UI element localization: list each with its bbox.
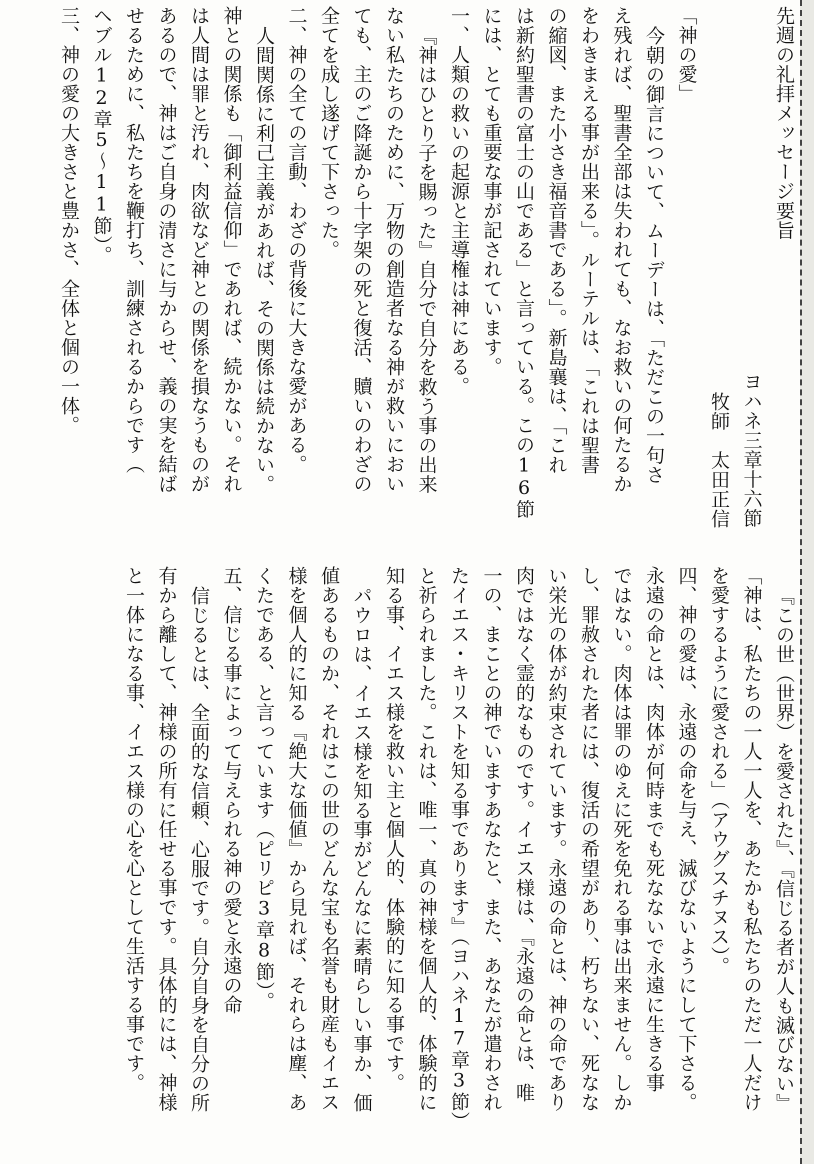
lower-text-block bbox=[0, 566, 800, 1156]
scripture-reference: ヨハネ三章十六節 bbox=[740, 372, 763, 528]
paragraph-line: 信じるとは、全面的な信頼、心服です。自分自身を自分の所 bbox=[188, 585, 210, 1113]
paragraph-line: 『神はひとり子を賜った』自分で自分を救う事の出来 bbox=[415, 25, 438, 494]
paragraph-line: には、とても重要な事が記されています。 bbox=[480, 6, 503, 377]
paragraph-line: ではない。肉体は罪のゆえに死を免れる事は出来ません。しか bbox=[610, 566, 633, 1112]
paragraph-line: 神との関係も「御利益信仰」であれば、続かない。それ bbox=[220, 6, 243, 494]
paragraph-line: 知る事、イエス様を救い主と個人的、体験的に知る事です。 bbox=[383, 566, 405, 1093]
paragraph-line: 一の、まことの神でいますあなたと、また、あなたが遣わされ bbox=[480, 566, 503, 1112]
paragraph-line: え残れば、聖書全部は失われても、なお救いの何たるか bbox=[610, 6, 633, 494]
point-heading: 二、神の全ての言動、わざの背後に大きな愛がある。 bbox=[285, 6, 308, 474]
paragraph-line: は新約聖書の富士の山である」と言っている。この16節 bbox=[513, 6, 535, 519]
paragraph-line: 永遠の命とは、肉体が何時までも死なないで永遠に生きる事 bbox=[643, 566, 665, 1093]
paragraph-line: をわきまえる事が出来る」。ルーテルは、「これは聖書 bbox=[578, 6, 600, 475]
paragraph-line: 『この世（世界）を愛された』、『信じる者が人も滅びない』 bbox=[773, 585, 795, 1113]
paragraph-line: 人間関係に利己主義があれば、その関係は続かない。 bbox=[253, 25, 275, 494]
point-heading: 三、神の愛の大きさと豊かさ、全体と個の一体。 bbox=[58, 6, 80, 435]
paragraph-line: 今朝の御言について、ムーデーは、「ただこの一句さ bbox=[643, 25, 665, 485]
article-title: 先週の礼拝メッセージ要旨 bbox=[773, 6, 795, 240]
sermon-heading: 「神の愛」 bbox=[675, 6, 698, 104]
paragraph-line: と一体になる事、イエス様の心を心として生活する事です。 bbox=[123, 566, 145, 1093]
paragraph-line: 値あるものか、それはこの世のどんな宝も名誉も財産もイエス bbox=[318, 566, 340, 1112]
paragraph-line: は人間は罪と汚れ、肉欲など神との関係を損なうものが bbox=[188, 6, 210, 494]
paragraph-line: 有から離して、神様の所有に任せる事です。具体的には、神様 bbox=[155, 566, 178, 1112]
paragraph-line: たイエス・キリストを知る事であります』（ヨハネ17章3節） bbox=[448, 566, 470, 1131]
point-heading: 四、神の愛は、永遠の命を与え、滅びないようにして下さる。 bbox=[675, 566, 698, 1112]
paragraph-line: の縮図、また小さき福音書である」。新島襄は、「これ bbox=[545, 6, 568, 475]
paragraph-line: し、罪赦された者には、復活の希望があり、朽ちない、死なな bbox=[578, 566, 600, 1112]
point-heading: 一、人類の救いの起源と主導権は神にある。 bbox=[448, 6, 470, 396]
paragraph-line: くたである、と言っています（ピリピ3章8節）。 bbox=[253, 566, 275, 1011]
paragraph-line: パウロは、イエス様を知る事がどんなに素晴らしい事か、価 bbox=[350, 585, 373, 1113]
paragraph-line: せるために、私たちを鞭打ち、訓練されるからです（ bbox=[123, 6, 145, 474]
paragraph-line: ても、主のご降誕から十字架の死と復活、贖いのわざの bbox=[350, 6, 373, 494]
paragraph-line: 肉ではなく霊的なものです。イエス様は、『永遠の命とは、唯 bbox=[513, 566, 535, 1103]
torn-page-edge bbox=[800, 0, 814, 1164]
paragraph-line: と祈られました。これは、唯一、真の神様を個人的、体験的に bbox=[415, 566, 438, 1112]
pastor-name: 牧師 太田正信 bbox=[708, 391, 730, 528]
paragraph-line: ヘブル12章5〜11節）。 bbox=[90, 6, 113, 265]
paragraph-line: 様を個人的に知る『絶大な価値』から見れば、それらは塵、あ bbox=[285, 566, 308, 1112]
paragraph-line: あるので、神はご自身の清さに与からせ、義の実を結ば bbox=[155, 6, 178, 494]
upper-text-block bbox=[0, 6, 800, 528]
paragraph-line: 全てを成し遂げて下さった。 bbox=[318, 6, 340, 260]
paragraph-line: 「神は、私たちの一人一人を、あたかも私たちのただ一人だけ bbox=[740, 566, 763, 1112]
paragraph-line: い栄光の体が約束されています。永遠の命とは、神の命であり bbox=[545, 566, 568, 1112]
paragraph-line: ない私たちのために、万物の創造者なる神が救いにおい bbox=[383, 6, 405, 494]
point-heading: 五、信じる事によって与えられる神の愛と永遠の命 bbox=[220, 566, 243, 1015]
paragraph-line: を愛するように愛される」（アウグスチヌス）。 bbox=[708, 566, 730, 976]
